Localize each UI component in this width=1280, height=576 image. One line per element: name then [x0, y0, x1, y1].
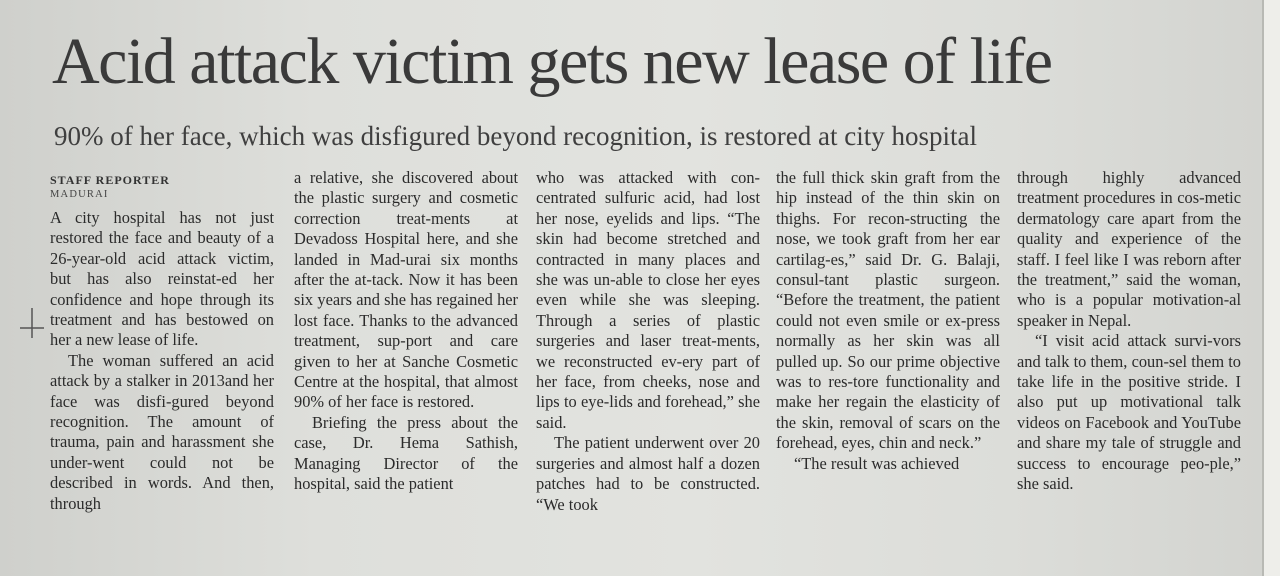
- paragraph: The patient underwent over 20 surgeries and almost half a dozen patches had to be constructed. “We took: [536, 433, 760, 514]
- paragraph: through highly advanced treatment procedures in cos-metic dermatology care apart from the quality and experience of the staff. I feel like I was reborn after the treatment,” said the woman, who is a popular motivation-al speaker in Nepal.: [1017, 168, 1241, 330]
- paragraph: the full thick skin graft from the hip instead of the thin skin on thighs. For recon-structing the nose, we took graft from her ear cartilag-es,” said Dr. G. Balaji, consul-tant plastic surgeon. “Before the treatment, the patient could not even smile or ex-press normally as her skin was all pulled up. So our prime objective was to res-tore functionality and make her regain the elasticity of the skin, removal of scars on the forehead, eyes, chin and neck.”: [776, 168, 1000, 453]
- page-edge: [1262, 0, 1280, 576]
- register-crosshair-icon: [20, 308, 44, 338]
- paragraph: a relative, she discovered about the plastic surgery and cosmetic correction treat-ments at Devadoss Hospital here, and she landed in Mad-urai six months after the at-tack. Now it has been six years and she has regained her lost face. Thanks to the advanced treatment, sup-port and care given to her at Sanche Cosmetic Centre at the hospital, that almost 90% of her face is restored.: [294, 168, 518, 412]
- article-column-5: [1017, 168, 1241, 495]
- deck-subheading: 90% of her face, which was disfigured beyond recognition, is restored at city hospital: [54, 121, 977, 151]
- paragraph: “The result was achieved: [794, 453, 960, 473]
- paragraph: The woman suffered an acid attack by a stalker in 2013and her face was disfi-gured beyond recognition. The amount of trauma, pain and harassment she under-went could not be described in words. And then, through: [50, 350, 274, 513]
- article-column-3: [536, 168, 760, 515]
- byline: STAFF REPORTER: [50, 173, 170, 187]
- article-column-1: [50, 172, 274, 514]
- paragraph: “I visit acid attack survi-vors and talk to them, coun-sel them to take life in the positive stride. I also put up motivational talk videos on Facebook and YouTube and share my tale of struggle and success to encourage peo-ple,” she said.: [1017, 331, 1241, 494]
- article-column-4: [776, 168, 1000, 474]
- headline: Acid attack victim gets new lease of life: [52, 25, 1052, 98]
- dateline: MADURAI: [50, 189, 109, 200]
- article-column-2: [294, 168, 518, 495]
- paragraph: A city hospital has not just restored the face and beauty of a 26-year-old acid attack victim, but has also reinstat-ed her confidence and hope through its treatment and has bestowed on her a new lease of life.: [50, 208, 274, 350]
- paragraph: Briefing the press about the case, Dr. Hema Sathish, Managing Director of the hospital, said the patient: [294, 412, 518, 494]
- paragraph: who was attacked with con-centrated sulfuric acid, had lost her nose, eyelids and lips. “The skin had become stretched and contracted in many places and she was un-able to close her eyes even while she was sleeping. Through a series of plastic surgeries and laser treat-ments, we reconstructed ev-ery part of her face, from cheeks, nose and lips to eye-lids and forehead,” she said.: [536, 168, 760, 432]
